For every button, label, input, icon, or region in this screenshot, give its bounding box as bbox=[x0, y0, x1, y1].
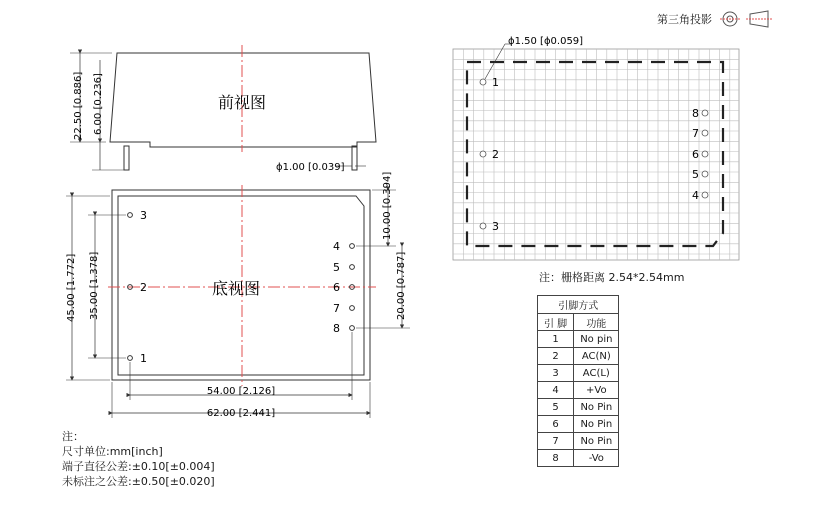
pin-function: -Vo bbox=[574, 450, 619, 467]
table-caption: 引脚方式 bbox=[538, 296, 619, 314]
pcb-pin-label: 6 bbox=[692, 148, 699, 161]
pin-function-table bbox=[537, 295, 619, 467]
pin-function: No Pin bbox=[574, 433, 619, 450]
dim-length-label: 62.00 [2.441] bbox=[206, 408, 276, 419]
hole-diameter-label: ϕ1.50 [ϕ0.059] bbox=[508, 36, 584, 47]
pin-function: No Pin bbox=[574, 399, 619, 416]
table-row bbox=[538, 433, 619, 450]
pcb-pin-label: 5 bbox=[692, 168, 699, 181]
dim-pin-length-label: 6.00 [0.236] bbox=[93, 73, 104, 135]
pcb-pin-label: 3 bbox=[492, 220, 499, 233]
pin-number: 8 bbox=[538, 450, 574, 467]
note-units: 尺寸单位:mm[inch] bbox=[62, 445, 163, 458]
pcb-pin-label: 4 bbox=[692, 189, 699, 202]
dim-offset-label: 10.00 [0.394] bbox=[382, 171, 393, 240]
pcb-pin-label: 7 bbox=[692, 127, 699, 140]
pin-function: No pin bbox=[574, 331, 619, 348]
bottom-view-title: 底视图 bbox=[211, 279, 261, 298]
table-caption-row bbox=[538, 296, 619, 314]
projection-label: 第三角投影 bbox=[657, 13, 712, 26]
pcb-pin-label: 1 bbox=[492, 76, 499, 89]
dim-pin-span-label: 35.00 [1.378] bbox=[89, 251, 100, 320]
dim-height-label: 22.50 [0.886] bbox=[73, 71, 84, 140]
bottom-pin-label: 6 bbox=[333, 281, 340, 294]
table-row bbox=[538, 331, 619, 348]
pin-function: +Vo bbox=[574, 382, 619, 399]
bottom-pin-label: 8 bbox=[333, 322, 340, 335]
pin-number: 1 bbox=[538, 331, 574, 348]
table-row bbox=[538, 382, 619, 399]
bottom-pin-label: 2 bbox=[140, 281, 147, 294]
pin-number: 6 bbox=[538, 416, 574, 433]
table-row bbox=[538, 365, 619, 382]
dim-pin-group-label: 20.00 [0.787] bbox=[396, 251, 407, 320]
table-row bbox=[538, 416, 619, 433]
front-view-title: 前视图 bbox=[217, 93, 267, 112]
table-header-row bbox=[538, 314, 619, 331]
table-row bbox=[538, 348, 619, 365]
pin-function: AC(N) bbox=[574, 348, 619, 365]
note-general-tolerance: 未标注之公差:±0.50[±0.020] bbox=[62, 475, 215, 488]
bottom-pin-label: 3 bbox=[140, 209, 147, 222]
bottom-pin-label: 7 bbox=[333, 302, 340, 315]
dim-pin-spacing-label: 54.00 [2.126] bbox=[206, 386, 276, 397]
notes-block bbox=[62, 429, 215, 489]
bottom-pin-label: 1 bbox=[140, 352, 147, 365]
pin-function: No Pin bbox=[574, 416, 619, 433]
notes-title: 注： bbox=[62, 430, 84, 443]
bottom-view bbox=[66, 185, 410, 418]
pin-number: 5 bbox=[538, 399, 574, 416]
bottom-pin-label: 5 bbox=[333, 261, 340, 274]
third-angle-projection-icon bbox=[720, 11, 772, 27]
dim-width-label: 45.00 [1.772] bbox=[66, 253, 77, 322]
pcb-pin-label: 8 bbox=[692, 107, 699, 120]
grid-spacing-note: 注：栅格距离 2.54*2.54mm bbox=[539, 271, 685, 284]
bottom-pin-label: 4 bbox=[333, 240, 340, 253]
pcb-pin-label: 2 bbox=[492, 148, 499, 161]
column-header: 功能 bbox=[574, 314, 619, 331]
dim-pin-diameter-label: ϕ1.00 [0.039] bbox=[276, 162, 345, 173]
table-row bbox=[538, 450, 619, 467]
pin-number: 7 bbox=[538, 433, 574, 450]
pin-number: 2 bbox=[538, 348, 574, 365]
pin-function: AC(L) bbox=[574, 365, 619, 382]
pin-number: 3 bbox=[538, 365, 574, 382]
note-pin-tolerance: 端子直径公差:±0.10[±0.004] bbox=[62, 460, 215, 473]
column-header: 引 脚 bbox=[538, 314, 574, 331]
table-row bbox=[538, 399, 619, 416]
pin-number: 4 bbox=[538, 382, 574, 399]
